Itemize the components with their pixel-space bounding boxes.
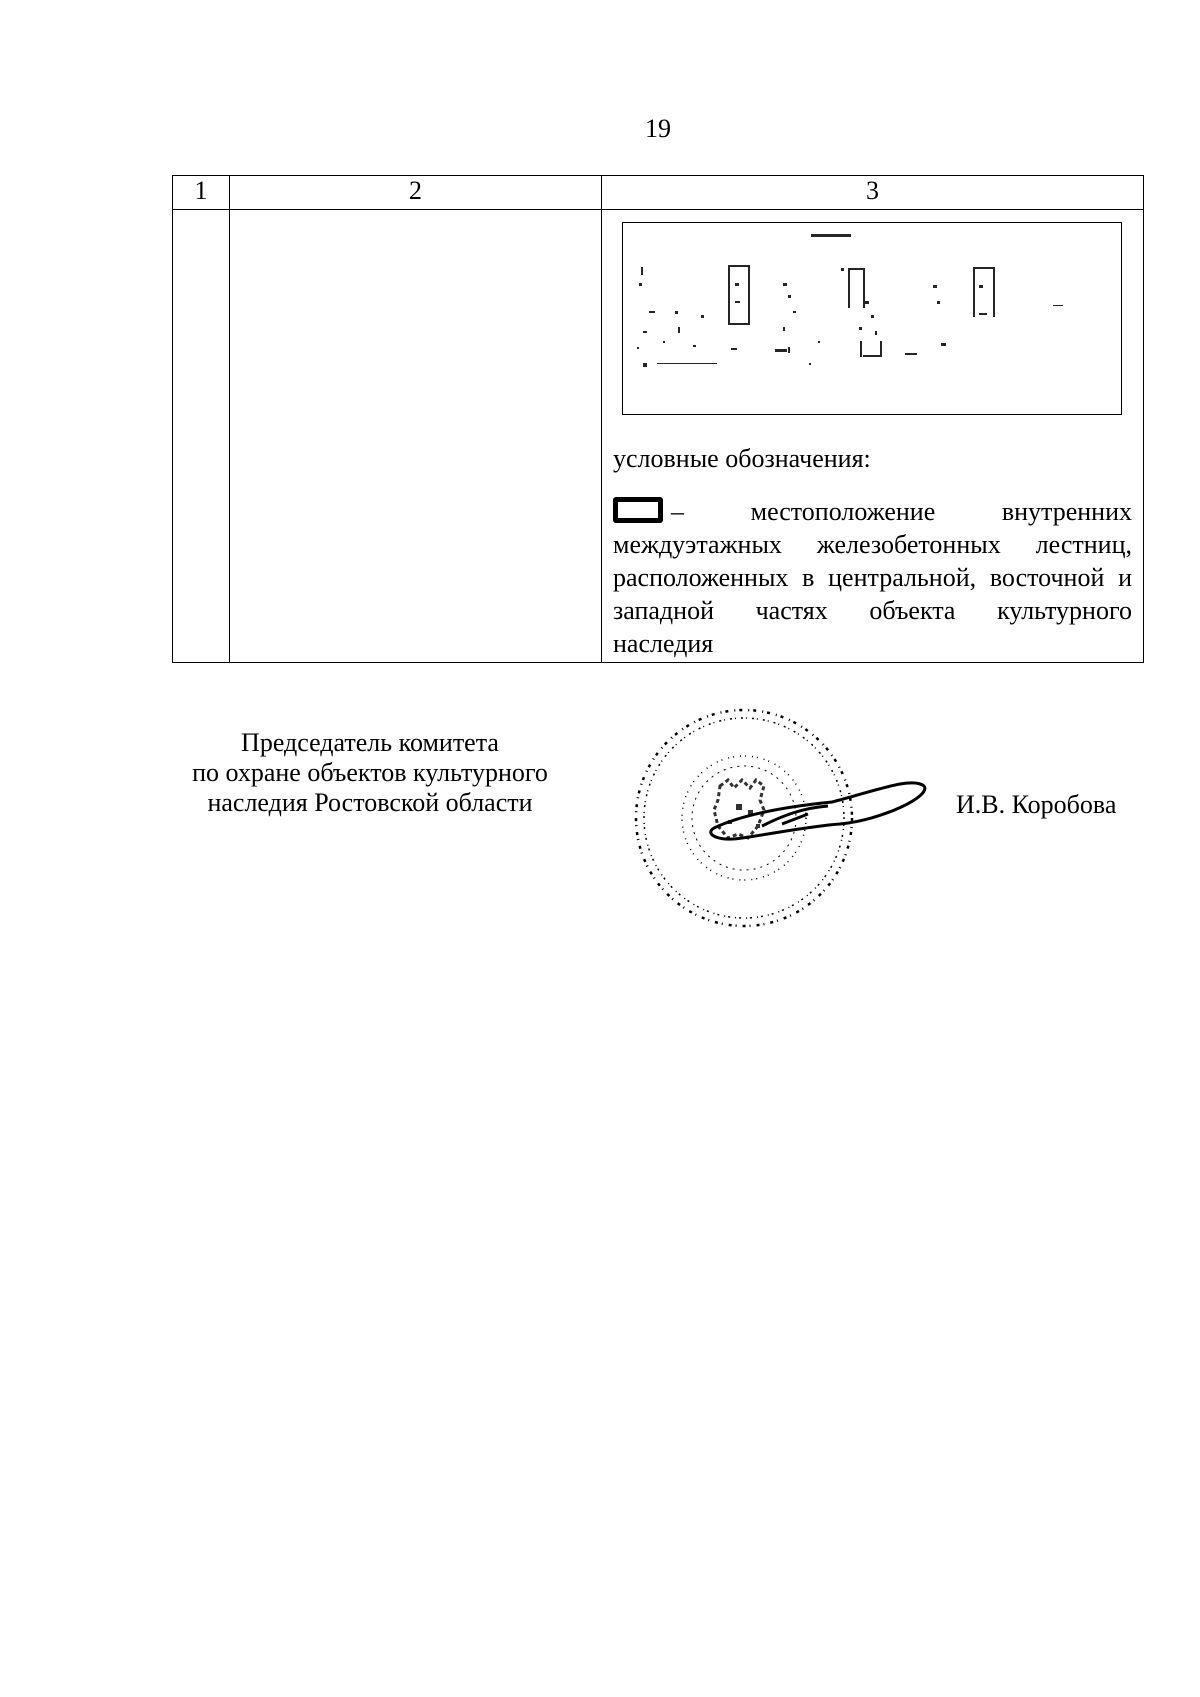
stair-marker-rectangle-icon xyxy=(613,497,663,523)
header-cell-1: 1 xyxy=(173,176,230,210)
cell-col-3 xyxy=(602,210,1144,663)
position-line-1: Председатель комитета xyxy=(241,728,499,757)
position-line-2: по охране объектов культурного xyxy=(192,758,548,787)
document-table xyxy=(172,175,1144,663)
legend-entry xyxy=(613,495,1132,660)
legend-dash: – xyxy=(671,497,684,526)
page-number: 19 xyxy=(645,114,671,143)
legend-heading: условные обозначения: xyxy=(613,444,871,473)
floor-plan-image xyxy=(622,222,1122,415)
signer-name: И.В. Коробова xyxy=(956,790,1117,819)
cell-col-1 xyxy=(173,210,230,663)
floor-plan-drawing xyxy=(623,223,1123,416)
legend-text: местоположение внутренних междуэтажных железобетонных лестниц, расположенных в центральной, восточной и западной частях объекта культурного наследия xyxy=(613,497,1132,658)
header-cell-2: 2 xyxy=(230,176,602,210)
cell-col-2 xyxy=(230,210,602,663)
position-line-3: наследия Ростовской области xyxy=(207,788,533,817)
table-header-row xyxy=(173,176,1144,210)
header-cell-3: 3 xyxy=(602,176,1144,210)
official-seal-and-signature xyxy=(632,700,952,940)
signature-block xyxy=(0,700,1200,960)
table-row xyxy=(173,210,1144,663)
signer-position xyxy=(160,728,580,818)
